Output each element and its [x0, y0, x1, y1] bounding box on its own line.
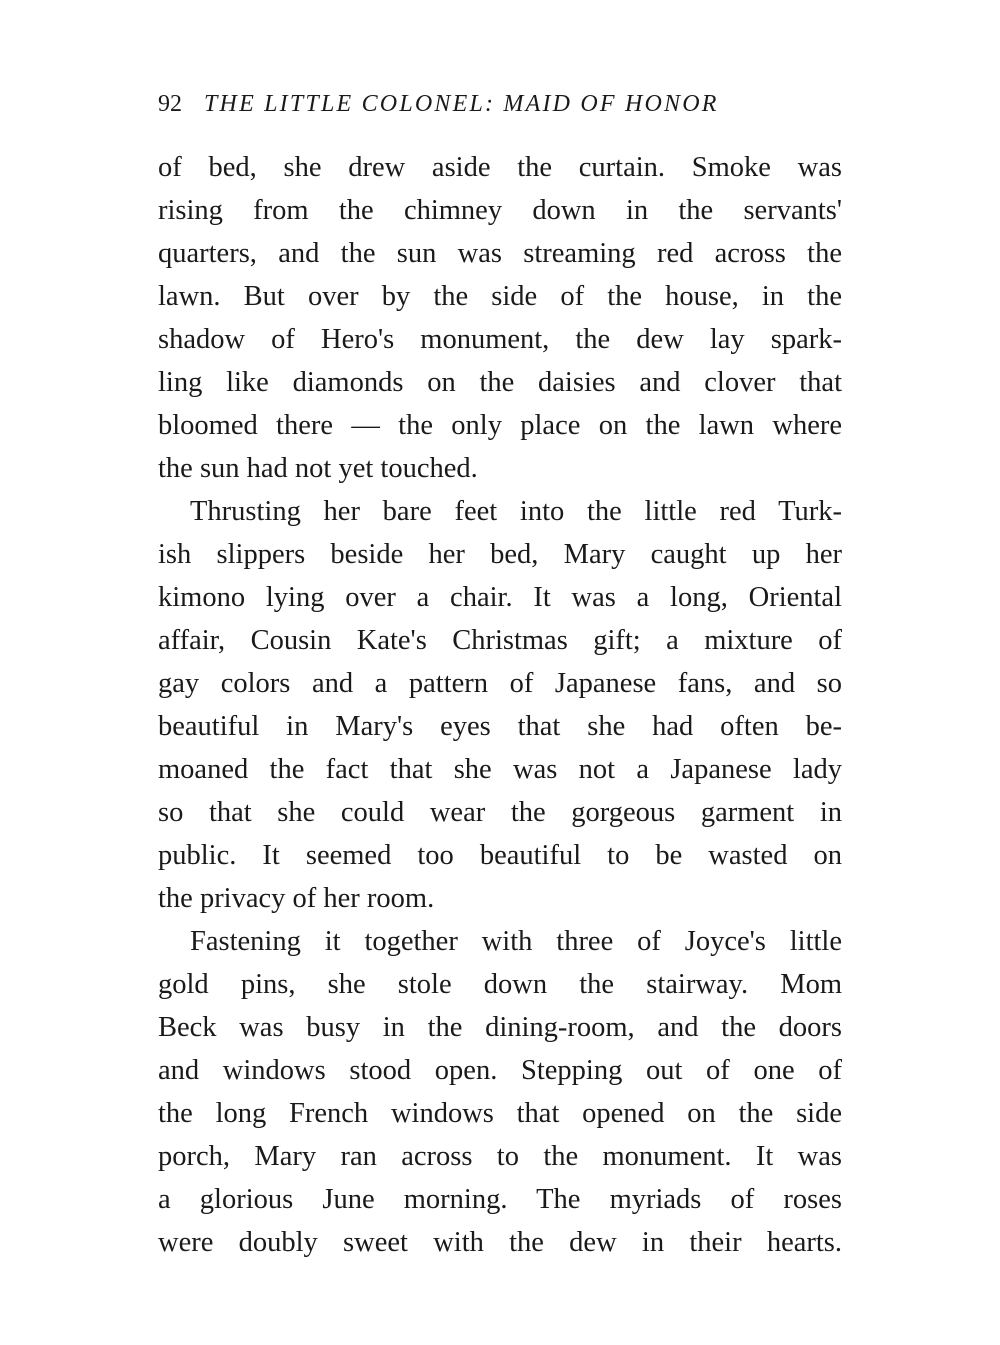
text-line: quarters, and the sun was streaming red across the	[158, 238, 842, 269]
text-line: so that she could wear the gorgeous garment in	[158, 797, 842, 828]
text-line: lawn. But over by the side of the house, in the	[158, 281, 842, 312]
text-line: bloomed there — the only place on the lawn where	[158, 410, 842, 441]
text-line: rising from the chimney down in the servants'	[158, 195, 842, 226]
text-line: ling like diamonds on the daisies and clover that	[158, 367, 842, 398]
text-line: Beck was busy in the dining-room, and the doors	[158, 1012, 842, 1043]
text-line: gay colors and a pattern of Japanese fans, and so	[158, 668, 842, 699]
text-line: public. It seemed too beautiful to be wasted on	[158, 840, 842, 871]
text-line: porch, Mary ran across to the monument. It was	[158, 1141, 842, 1172]
text-line: beautiful in Mary's eyes that she had often be-	[158, 711, 842, 742]
text-line: Thrusting her bare feet into the little red Turk-	[190, 496, 842, 527]
paragraph	[158, 490, 842, 920]
text-line: and windows stood open. Stepping out of one of	[158, 1055, 842, 1086]
text-line: shadow of Hero's monument, the dew lay spark-	[158, 324, 842, 355]
text-line: the privacy of her room.	[158, 883, 435, 914]
text-line: the long French windows that opened on the side	[158, 1098, 842, 1129]
paragraph	[158, 920, 842, 1264]
text-line: ish slippers beside her bed, Mary caught up her	[158, 539, 842, 570]
body-text	[158, 146, 842, 1264]
paragraph	[158, 146, 842, 490]
text-line: of bed, she drew aside the curtain. Smoke was	[158, 152, 842, 183]
running-head	[158, 86, 848, 122]
text-line: affair, Cousin Kate's Christmas gift; a mixture of	[158, 625, 842, 656]
text-line: were doubly sweet with the dew in their hearts.	[158, 1227, 842, 1258]
running-title: THE LITTLE COLONEL: MAID OF HONOR	[204, 91, 719, 117]
page-number: 92	[158, 91, 182, 117]
text-line: moaned the fact that she was not a Japanese lady	[158, 754, 842, 785]
text-line: Fastening it together with three of Joyce's little	[190, 926, 842, 957]
text-line: the sun had not yet touched.	[158, 453, 478, 484]
text-line: a glorious June morning. The myriads of roses	[158, 1184, 842, 1215]
text-line: gold pins, she stole down the stairway. Mom	[158, 969, 842, 1000]
text-line: kimono lying over a chair. It was a long, Oriental	[158, 582, 842, 613]
